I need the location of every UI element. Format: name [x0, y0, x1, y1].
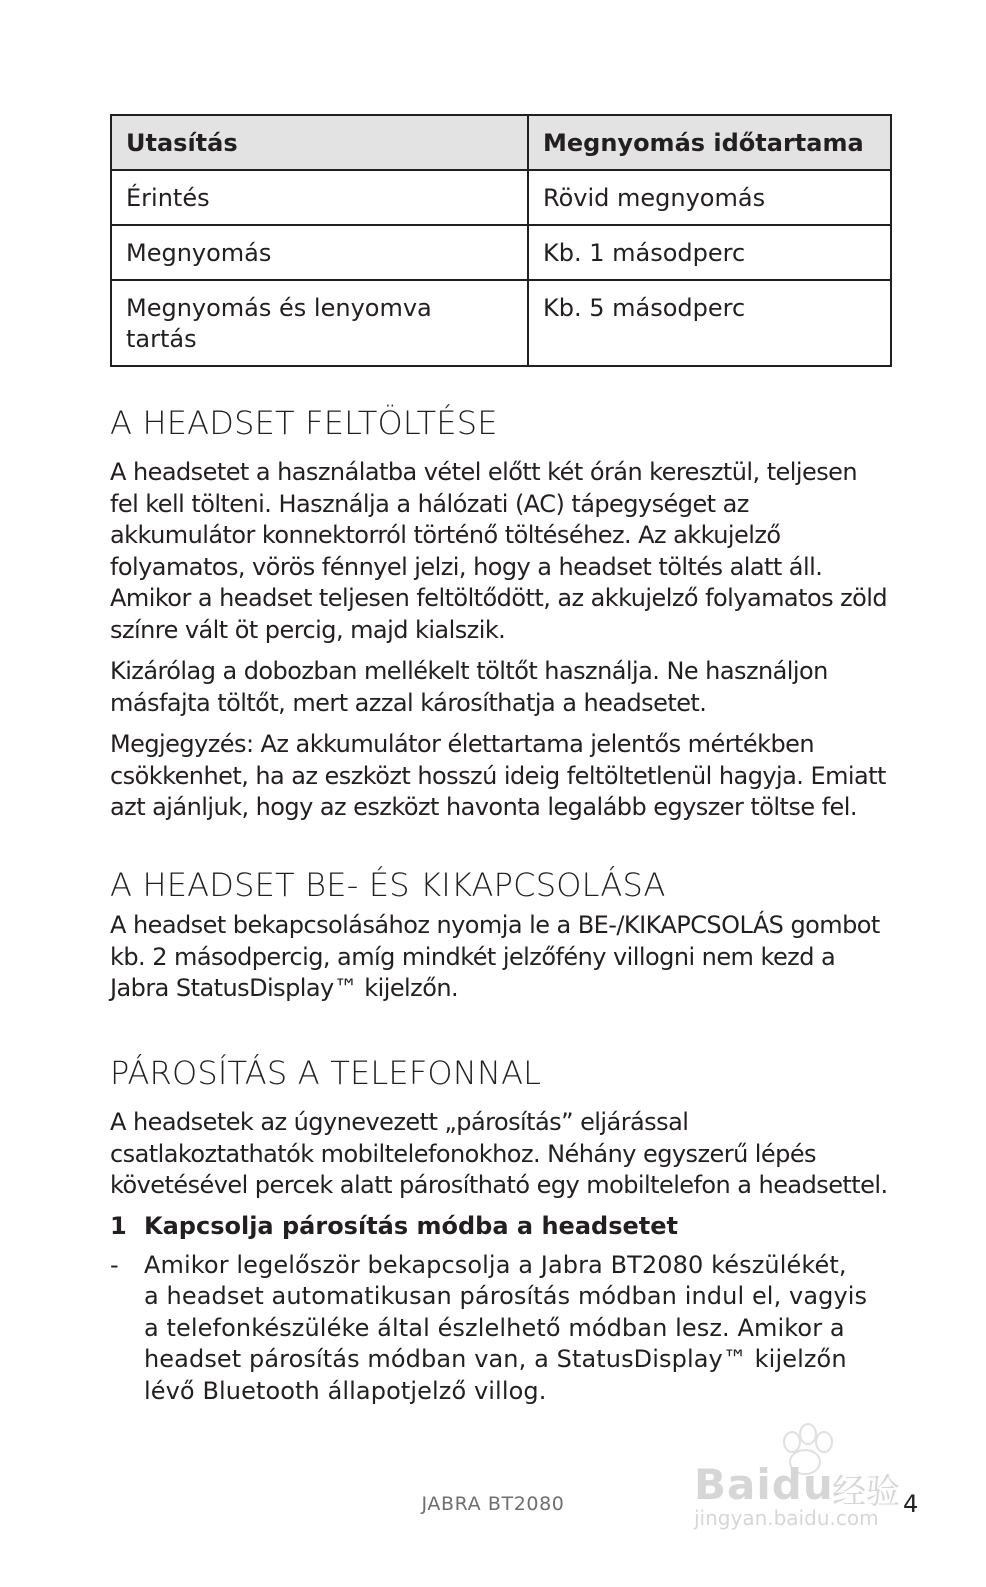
table-cell: Érintés [111, 170, 528, 225]
table-row [111, 170, 891, 225]
section-pairing [110, 1054, 892, 1407]
step-heading [110, 1210, 892, 1242]
baidu-watermark [692, 1420, 922, 1530]
table-header-row [111, 115, 891, 170]
paragraph: A headsetek az úgynevezett „párosítás” eljárással csatlakoztathatók mobiltelefonokhoz. Néhány egyszerű lépés követésével percek alatt párosítható egy mobiltelefon a headsettel. [110, 1108, 888, 1199]
paragraph: A headsetet a használatba vétel előtt két órán keresztül, teljesen fel kell tölteni. Használja a hálózati (AC) tápegységet az akkumulátor konnektorról történő töltéséhez. Az akkujelző folyamatos, vörös fénnyel jelzi, hogy a headset töltés alatt áll. Amikor a headset teljesen feltöltődött, az akkujelző folyamatos zöld színre vált öt percig, majd kialszik. [110, 458, 888, 644]
section-power [110, 866, 892, 1005]
table-header: Utasítás [111, 115, 528, 170]
section-title: A HEADSET BE- ÉS KIKAPCSOLÁSA [110, 866, 666, 904]
table-row [111, 225, 891, 280]
list-item-text: Amikor legelőször bekapcsolja a Jabra BT2080 készülékét, a headset automatikusan párosítás módban indul el, vagyis a telefonkészüléke által észlelhető módban lesz. Amikor a headset párosítás módban van, a StatusDisplay™ kijelzőn lévő Bluetooth állapotjelző villog. [144, 1250, 868, 1405]
paragraph: A headset bekapcsolásához nyomja le a BE-/KIKAPCSOLÁS gombot kb. 2 másodpercig, amíg mindkét jelzőfény villogni nem kezd a Jabra StatusDisplay™ kijelzőn. [110, 911, 880, 1002]
table-cell: Kb. 1 másodperc [528, 225, 891, 280]
section-charging [110, 404, 892, 824]
list-item [110, 1250, 892, 1408]
section-title: A HEADSET FELTÖLTÉSE [110, 404, 498, 442]
table-row [111, 280, 891, 366]
step-title: Kapcsolja párosítás módba a headsetet [144, 1211, 678, 1240]
table-cell: Kb. 5 másodperc [528, 280, 891, 366]
footer-label: JABRA BT2080 [421, 1493, 565, 1515]
list-bullet: - [110, 1250, 119, 1279]
command-table [110, 114, 892, 367]
table-cell: Megnyomás és lenyomva tartás [111, 280, 528, 366]
paragraph: Kizárólag a dobozban mellékelt töltőt használja. Ne használjon másfajta töltőt, mert azzal károsíthatja a headsetet. [110, 657, 828, 717]
watermark-brand: Baidu [694, 1460, 834, 1509]
section-title: PÁROSÍTÁS A TELEFONNAL [110, 1054, 542, 1092]
table-cell: Megnyomás [111, 225, 528, 280]
table-cell: Rövid megnyomás [528, 170, 891, 225]
watermark-cn: 经验 [832, 1472, 900, 1512]
table-header: Megnyomás időtartama [528, 115, 891, 170]
document-page [110, 114, 892, 1405]
paragraph: Megjegyzés: Az akkumulátor élettartama jelentős mértékben csökkenhet, ha az eszközt hosszú ideig feltöltetlenül hagyja. Emiatt azt ajánljuk, hogy az eszközt havonta legalább egyszer töltse fel. [110, 730, 886, 821]
step-number: 1 [110, 1211, 127, 1240]
page-number: 4 [903, 1490, 919, 1518]
watermark-url: jingyan.baidu.com [694, 1506, 879, 1530]
